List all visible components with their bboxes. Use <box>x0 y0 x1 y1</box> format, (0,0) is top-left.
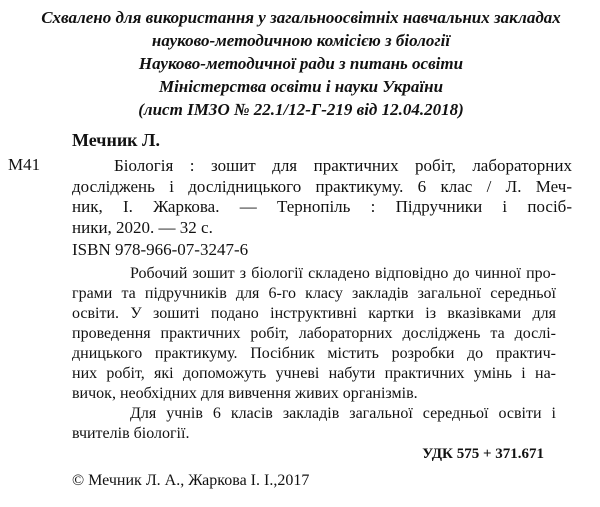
bibliographic-line: ник, І. Жаркова. — Тернопіль : Підручники і посіб- <box>72 197 572 216</box>
abstract-line: грами та підручників для 6-го класу закладів загальної середньої <box>72 285 556 302</box>
bibliographic-line: Біологія : зошит для практичних робіт, лабораторних <box>114 156 572 175</box>
approval-line: Схвалено для використання у загальноосвітніх навчальних закладах <box>41 8 561 27</box>
library-index-code: М41 <box>8 155 41 174</box>
isbn: ISBN 978-966-07-3247-6 <box>72 240 249 259</box>
abstract-line: них робіт, які допоможуть учневі набути практичних умінь і на- <box>72 365 556 382</box>
approval-letter-reference: (лист ІМЗО № 22.1/12-Г-219 від 12.04.2018) <box>138 100 464 119</box>
approval-line: науково-методичною комісією з біології <box>151 31 451 50</box>
udc-code: УДК 575 + 371.671 <box>422 446 544 462</box>
abstract-line: вичок, необхідних для вивчення живих організмів. <box>72 385 418 402</box>
bibliographic-line: ники, 2020. — 32 с. <box>72 217 213 237</box>
approval-line: Міністерства освіти і науки України <box>158 77 444 96</box>
abstract-line: дницького практикуму. Посібник містить розробки до практич- <box>72 345 556 362</box>
bibliographic-line: досліджень і дослідницького практикуму. 6 клас / Л. Меч- <box>72 176 572 196</box>
copyright-notice: © Мечник Л. А., Жаркова І. І.,2017 <box>72 472 310 489</box>
audience-line: вчителів біології. <box>72 425 190 442</box>
audience-line: Для учнів 6 класів закладів загальної середньої освіти і <box>130 405 556 422</box>
abstract-line: освіти. У зошиті подано інструктивні картки із вказівками для <box>72 305 556 322</box>
approval-notice <box>4 6 598 121</box>
approval-line: Науково-методичної ради з питань освіти <box>138 54 464 73</box>
abstract-line: Робочий зошит з біології складено відповідно до чинної про- <box>130 265 556 282</box>
abstract-line: проведення практичних робіт, лабораторних досліджень та дослі- <box>72 325 556 342</box>
author-heading: Мечник Л. <box>72 130 160 150</box>
bibliographic-record <box>72 156 572 238</box>
abstract <box>72 264 556 444</box>
